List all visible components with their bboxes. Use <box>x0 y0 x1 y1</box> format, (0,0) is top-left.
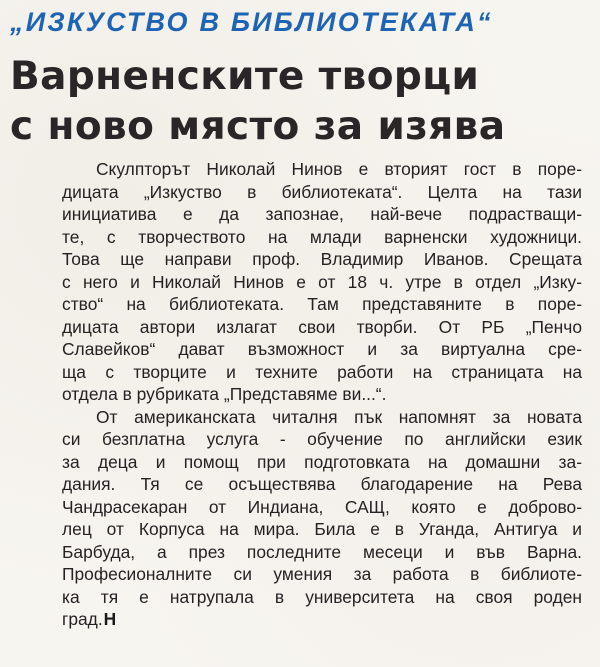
body-line: Скулпторът Николай Нинов е вторият гост в поре- <box>96 159 582 179</box>
end-of-article-mark: Н <box>103 609 117 629</box>
body-line: за деца и помощ при подготовката на домашни за- <box>62 451 582 472</box>
body-line: те, с творчеството на млади варненски художници. <box>62 226 582 247</box>
body-line: си безплатна услуга - обучение по английски език <box>62 429 582 449</box>
body-line: От американската читалня пък напомнят за новата <box>96 406 582 427</box>
body-line-text: град. <box>62 609 103 629</box>
rubric-kicker: „ИЗКУСТВО В БИБЛИОТЕКАТА“ <box>10 7 493 37</box>
paragraph-2 <box>62 406 582 631</box>
headline-line: с ново място за изява <box>10 104 506 149</box>
body-line: Професионалните си умения за работа в библиоте- <box>62 564 582 584</box>
paragraph-1 <box>62 158 582 406</box>
body-line: ство“ на библиотеката. Там представяните в поре- <box>62 294 582 314</box>
body-line: Барбуда, а през последните месеци и във Варна. <box>62 541 582 562</box>
article-body <box>62 158 582 631</box>
body-line: инициатива е да запознае, най-вече подрастващи- <box>62 204 582 224</box>
headline-line: Варненските творци <box>10 54 480 99</box>
body-line-final <box>62 608 582 631</box>
body-line: отдела в рубриката „Представяме ви...“. <box>62 384 387 404</box>
body-line: с него и Николай Нинов е от 18 ч. утре в отдел „Изку- <box>62 271 582 292</box>
body-line: дицата „Изкуство в библиотеката“. Целта на тази <box>62 181 582 202</box>
body-line: Славейков“ дават възможност и за виртуална сре- <box>62 339 582 359</box>
body-line: Това ще направи проф. Владимир Иванов. Срещата <box>62 249 582 269</box>
article-headline <box>10 52 570 152</box>
body-line: лец от Корпуса на мира. Била е в Уганда, Антигуа и <box>62 519 582 539</box>
body-line: ка тя е натрупала в университета на своя роден <box>62 586 582 607</box>
body-line: дания. Тя се осъществява благодарение на Рева <box>62 474 582 494</box>
body-line: дицата автори излагат свои творби. От РБ „Пенчо <box>62 316 582 337</box>
body-line: Чандрасекаран от Индиана, САЩ, която е доброво- <box>62 496 582 517</box>
body-line: ща с творците и техните работи на страницата на <box>62 361 582 382</box>
